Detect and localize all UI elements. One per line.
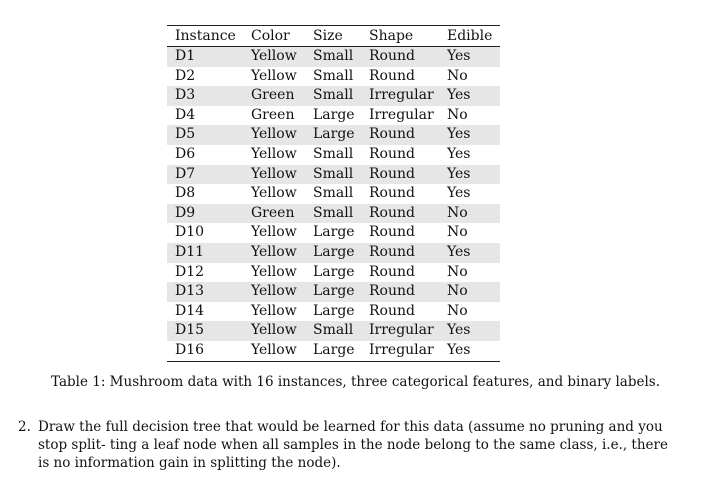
cell-color: Yellow [251,302,297,319]
cell-shape: Round [369,224,415,241]
table-row [167,263,500,283]
question-text: Draw the full decision tree that would be learned for this data (assume no pruning and you stop split- ting a leaf node when all samples in the node belong to the same class, i.e., there is no information gain in splitting the node). [38,419,668,471]
cell-instance: D10 [175,224,205,241]
cell-size: Large [313,263,355,280]
cell-size: Small [313,48,354,64]
cell-shape: Irregular [369,106,434,123]
table-body [167,47,500,362]
cell-shape: Irregular [369,341,434,358]
cell-shape: Round [369,126,415,143]
cell-edible: No [447,67,468,84]
cell-color: Yellow [251,283,297,300]
table-row [167,223,500,243]
table-row [167,204,500,224]
table-caption: Table 1: Mushroom data with 16 instances, three categorical features, and binary labels. [51,374,661,390]
cell-edible: Yes [447,243,471,260]
cell-instance: D2 [175,67,196,84]
cell-instance: D1 [175,48,196,64]
cell-edible: No [447,224,468,241]
cell-instance: D9 [175,204,196,221]
table-row [167,302,500,322]
cell-instance: D14 [175,302,205,319]
cell-color: Yellow [251,145,297,162]
table-row [167,125,500,145]
table-row [167,145,500,165]
table-row [167,321,500,341]
cell-instance: D6 [175,145,196,162]
cell-size: Small [313,322,354,339]
cell-instance: D4 [175,106,196,123]
cell-color: Yellow [251,224,297,241]
table-row [167,67,500,87]
cell-color: Green [251,106,295,123]
cell-edible: No [447,302,468,319]
cell-instance: D15 [175,322,205,339]
header-instance: Instance [175,28,236,44]
table-row [167,47,500,67]
mushroom-data-table [167,25,500,362]
question-block [18,418,678,472]
cell-edible: Yes [447,185,471,202]
cell-edible: Yes [447,126,471,143]
cell-edible: No [447,283,468,300]
header-shape: Shape [369,28,414,44]
cell-edible: Yes [447,87,471,104]
header-edible: Edible [447,28,493,44]
cell-color: Green [251,87,295,104]
cell-color: Yellow [251,185,297,202]
table-row [167,184,500,204]
cell-edible: No [447,263,468,280]
cell-color: Green [251,204,295,221]
cell-instance: D3 [175,87,196,104]
cell-instance: D11 [175,243,205,260]
table-header-row [167,26,500,47]
cell-instance: D8 [175,185,196,202]
cell-shape: Round [369,165,415,182]
cell-color: Yellow [251,165,297,182]
cell-instance: D7 [175,165,196,182]
table-row [167,106,500,126]
cell-color: Yellow [251,263,297,280]
cell-color: Yellow [251,126,297,143]
cell-edible: No [447,204,468,221]
cell-size: Large [313,106,355,123]
cell-edible: Yes [447,322,471,339]
cell-size: Small [313,204,354,221]
cell-edible: Yes [447,165,471,182]
cell-size: Large [313,341,355,358]
cell-edible: Yes [447,341,471,358]
cell-color: Yellow [251,48,297,64]
header-size: Size [313,28,343,44]
cell-shape: Irregular [369,87,434,104]
cell-edible: Yes [447,145,471,162]
cell-size: Small [313,87,354,104]
cell-shape: Round [369,204,415,221]
table-row [167,165,500,185]
table-row [167,341,500,361]
cell-size: Large [313,302,355,319]
question-number: 2. [18,419,31,435]
cell-size: Small [313,185,354,202]
cell-edible: No [447,106,468,123]
cell-shape: Round [369,302,415,319]
header-color: Color [251,28,290,44]
cell-shape: Round [369,48,415,64]
cell-shape: Round [369,67,415,84]
cell-edible: Yes [447,48,471,64]
cell-size: Large [313,283,355,300]
cell-size: Small [313,165,354,182]
table-row [167,243,500,263]
cell-instance: D5 [175,126,196,143]
cell-size: Small [313,145,354,162]
cell-shape: Round [369,185,415,202]
cell-shape: Round [369,145,415,162]
cell-instance: D16 [175,341,205,358]
cell-size: Large [313,243,355,260]
cell-shape: Irregular [369,322,434,339]
cell-size: Small [313,67,354,84]
cell-size: Large [313,126,355,143]
cell-color: Yellow [251,67,297,84]
cell-color: Yellow [251,341,297,358]
mushroom-data-table-container [167,25,500,362]
cell-shape: Round [369,243,415,260]
cell-size: Large [313,224,355,241]
cell-shape: Round [369,263,415,280]
cell-color: Yellow [251,243,297,260]
cell-color: Yellow [251,322,297,339]
table-row [167,282,500,302]
cell-instance: D12 [175,263,205,280]
table-row [167,86,500,106]
cell-instance: D13 [175,283,205,300]
cell-shape: Round [369,283,415,300]
